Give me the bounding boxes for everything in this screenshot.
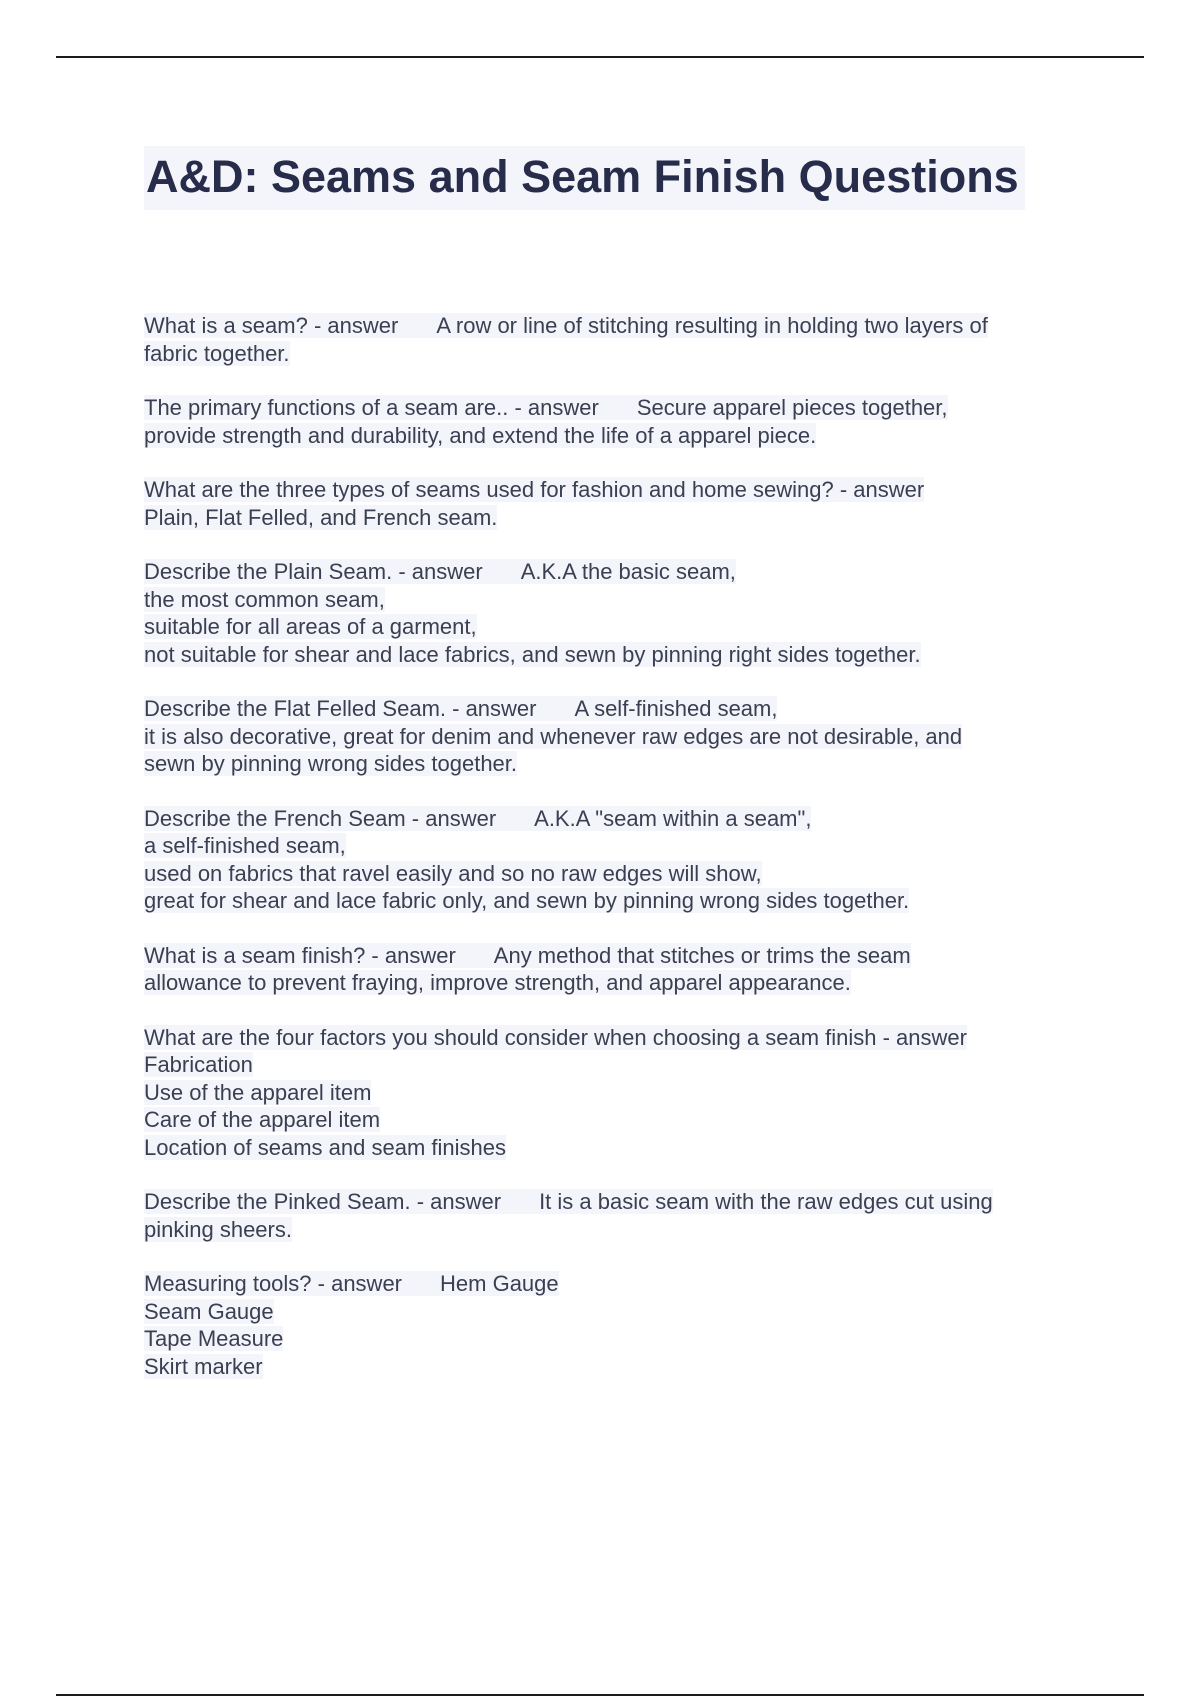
- answer-text: sewn by pinning wrong sides together.: [144, 751, 518, 776]
- answer-text: A self-finished seam,: [574, 696, 778, 721]
- answer-text: allowance to prevent fraying, improve strength, and apparel appearance.: [144, 970, 851, 995]
- qa-item: [144, 1024, 1104, 1162]
- answer-text: It is a basic seam with the raw edges cut using: [539, 1189, 993, 1214]
- question-text: Describe the French Seam - answer: [144, 805, 497, 831]
- qa-item: [144, 312, 1104, 367]
- question-text: Describe the Flat Felled Seam. - answer: [144, 696, 537, 721]
- answer-text: Use of the apparel item: [144, 1079, 372, 1105]
- qa-item: [144, 695, 1104, 778]
- answer-text: the most common seam,: [144, 586, 385, 612]
- question-text: Describe the Plain Seam. - answer: [144, 559, 483, 584]
- answer-text: Care of the apparel item: [144, 1107, 381, 1132]
- answer-text: A.K.A "seam within a seam",: [534, 805, 812, 831]
- question-text: What are the four factors you should consider when choosing a seam finish - answer: [144, 1024, 967, 1050]
- question-text: What is a seam? - answer: [144, 313, 399, 338]
- answer-text: a self-finished seam,: [144, 833, 346, 858]
- qa-item: [144, 476, 1104, 531]
- answer-text: Skirt marker: [144, 1353, 263, 1379]
- answer-text: Fabrication: [144, 1052, 253, 1077]
- answer-text: Any method that stitches or trims the seam: [493, 942, 911, 968]
- answer-text: Hem Gauge: [440, 1271, 559, 1296]
- answer-text: not suitable for shear and lace fabrics, and sewn by pinning right sides together.: [144, 641, 921, 667]
- answer-text: A row or line of stitching resulting in holding two layers of: [436, 313, 988, 338]
- answer-text: suitable for all areas of a garment,: [144, 614, 477, 639]
- question-text: Describe the Pinked Seam. - answer: [144, 1189, 502, 1214]
- answer-text: it is also decorative, great for denim and whenever raw edges are not desirable, and: [144, 723, 963, 749]
- qa-item: [144, 394, 1104, 449]
- qa-item: [144, 805, 1104, 915]
- answer-text: great for shear and lace fabric only, and sewn by pinning wrong sides together.: [144, 888, 910, 913]
- answer-text: provide strength and durability, and extend the life of a apparel piece.: [144, 422, 817, 448]
- answer-text: used on fabrics that ravel easily and so no raw edges will show,: [144, 860, 762, 886]
- answer-text: fabric together.: [144, 340, 290, 366]
- question-text: Measuring tools? - answer: [144, 1271, 403, 1296]
- bottom-rule: [56, 1694, 1144, 1696]
- top-rule: [56, 56, 1144, 58]
- qa-item: [144, 558, 1104, 668]
- answer-text: Plain, Flat Felled, and French seam.: [144, 504, 498, 530]
- qa-item: [144, 1270, 1104, 1380]
- answer-text: Secure apparel pieces together,: [636, 395, 948, 420]
- answer-text: Seam Gauge: [144, 1298, 274, 1324]
- answer-text: Location of seams and seam finishes: [144, 1134, 506, 1160]
- page-title: A&D: Seams and Seam Finish Questions: [144, 146, 1025, 210]
- answer-text: pinking sheers.: [144, 1216, 292, 1242]
- question-text: The primary functions of a seam are.. - answer: [144, 395, 599, 420]
- answer-text: Tape Measure: [144, 1326, 284, 1351]
- qa-item: [144, 1188, 1104, 1243]
- qa-list: [144, 312, 1104, 1407]
- answer-text: A.K.A the basic seam,: [520, 559, 736, 584]
- qa-item: [144, 942, 1104, 997]
- question-text: What is a seam finish? - answer: [144, 942, 456, 968]
- question-text: What are the three types of seams used for fashion and home sewing? - answer: [144, 477, 925, 502]
